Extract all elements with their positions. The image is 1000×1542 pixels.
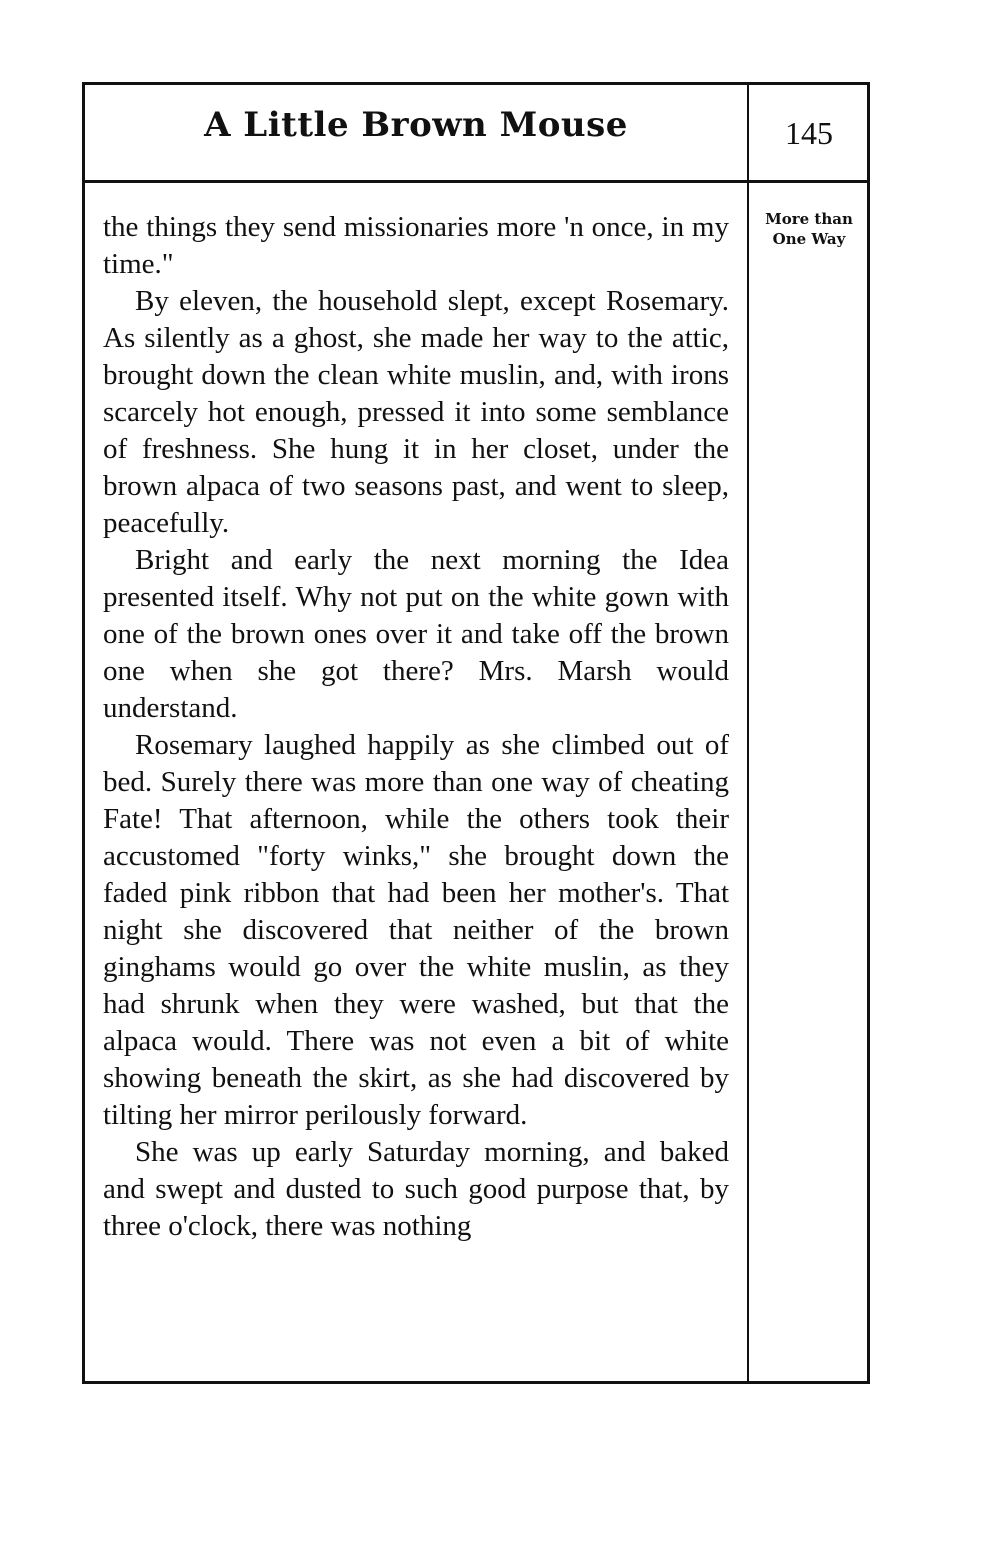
- margin-note: [749, 209, 869, 249]
- page-number: 145: [785, 115, 833, 151]
- column-rule: [747, 85, 749, 1381]
- paragraph-1: the things they send missionaries more 'n once, in my time.": [103, 211, 729, 280]
- margin-note-line-1: More than: [765, 210, 853, 228]
- paragraph-4: Rosemary laughed happily as she climbed out of bed. Surely there was more than one way of cheating Fate! That afternoon, while the others took their accustomed "forty winks," she brought down the faded pink ribbon that had been her mother's. That night she discovered that neither of the brown ginghams would go over the white muslin, as they had shrunk when they were washed, but that the alpaca would. There was not even a bit of white showing beneath the skirt, as she had discovered by tilting her mirror perilously forward.: [103, 729, 729, 1131]
- paragraph-5: She was up early Saturday morning, and baked and swept and dusted to such good purpose that, by three o'clock, there was nothing: [103, 1136, 729, 1242]
- paragraph-3: Bright and early the next morning the Idea presented itself. Why not put on the white gown with one of the brown ones over it and take off the brown one when she got there? Mrs. Marsh would understand.: [103, 544, 729, 724]
- page-frame: [82, 82, 870, 1384]
- margin-note-line-2: One Way: [772, 230, 846, 248]
- running-head: A Little Brown Mouse: [204, 105, 628, 145]
- header-rule: [85, 180, 867, 183]
- body-text: [103, 209, 729, 1245]
- paragraph-2: By eleven, the household slept, except Rosemary. As silently as a ghost, she made her way to the attic, brought down the clean white muslin, and, with irons scarcely hot enough, pressed it into some semblance of freshness. She hung it in her closet, under the brown alpaca of two seasons past, and went to sleep, peacefully.: [103, 285, 729, 539]
